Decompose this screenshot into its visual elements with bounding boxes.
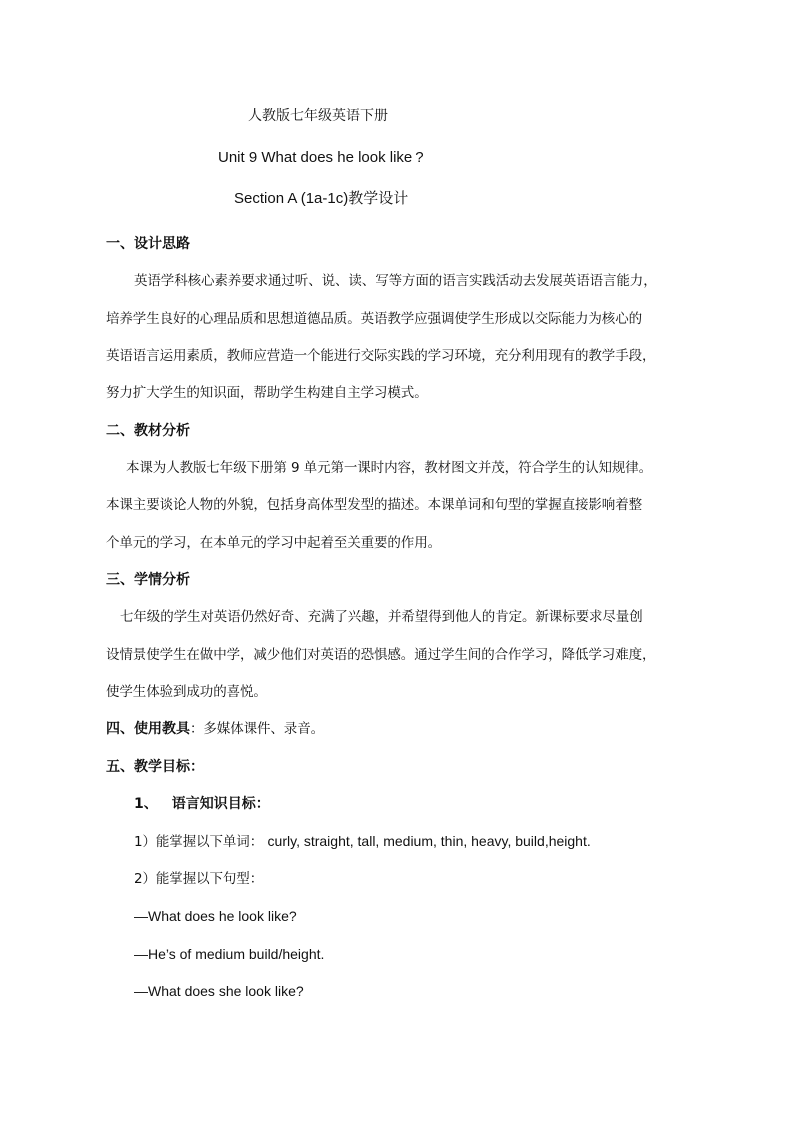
- doc-unit-title: Unit 9 What does he look like ?: [218, 149, 424, 166]
- section1-heading: 一、设计思路: [106, 236, 190, 252]
- doc-section-title: Section A (1a-1c)教学设计: [234, 190, 409, 207]
- section4-line: [106, 719, 324, 739]
- section1-line: 培养学生良好的心理品质和思想道德品质。英语教学应强调使学生形成以交际能力为核心的: [106, 311, 642, 327]
- section4-text: ：多媒体课件、录音。: [190, 721, 324, 737]
- section2-heading: 二、教材分析: [106, 423, 190, 439]
- vocab-line: [134, 831, 591, 852]
- sentence-line: —He’s of medium build/height.: [134, 946, 325, 962]
- section1-line: 英语学科核心素养要求通过听、说、读、写等方面的语言实践活动去发展英语语言能力，: [134, 273, 657, 289]
- doc-title: 人教版七年级英语下册: [248, 108, 388, 124]
- pattern-line: 2）能掌握以下句型：: [134, 871, 264, 887]
- vocab-prefix: 1）能掌握以下单词：: [134, 834, 264, 850]
- section2-line: 本课为人教版七年级下册第 9 单元第一课时内容，教材图文并茂，符合学生的认知规律。: [126, 460, 653, 476]
- section2-line: 本课主要谈论人物的外貌，包括身高体型发型的描述。本课单词和句型的掌握直接影响着整: [106, 497, 642, 513]
- section1-line: 努力扩大学生的知识面，帮助学生构建自主学习模式。: [106, 385, 428, 401]
- goal-item-1: [134, 794, 270, 814]
- section4-heading: 四、使用教具: [106, 721, 190, 737]
- goal-item-label: 语言知识目标：: [171, 796, 270, 812]
- section3-line: 七年级的学生对英语仍然好奇、充满了兴趣，并希望得到他人的肯定。新课标要求尽量创: [120, 609, 643, 625]
- sentence-line: —What does he look like?: [134, 908, 297, 924]
- section3-line: 设情景使学生在做中学，减少他们对英语的恐惧感。通过学生间的合作学习，降低学习难度，: [106, 647, 656, 663]
- section1-line: 英语语言运用素质，教师应营造一个能进行交际实践的学习环境，充分利用现有的教学手段，: [106, 348, 656, 364]
- section3-heading: 三、学情分析: [106, 572, 190, 588]
- section3-line: 使学生体验到成功的喜悦。: [106, 684, 267, 700]
- goal-item-number: 1、: [134, 796, 158, 812]
- section2-line: 个单元的学习，在本单元的学习中起着至关重要的作用。: [106, 535, 441, 551]
- sentence-line: —What does she look like?: [134, 983, 304, 999]
- section5-heading: 五、教学目标：: [106, 759, 204, 775]
- vocab-words: curly, straight, tall, medium, thin, heavy, build,height.: [267, 833, 591, 849]
